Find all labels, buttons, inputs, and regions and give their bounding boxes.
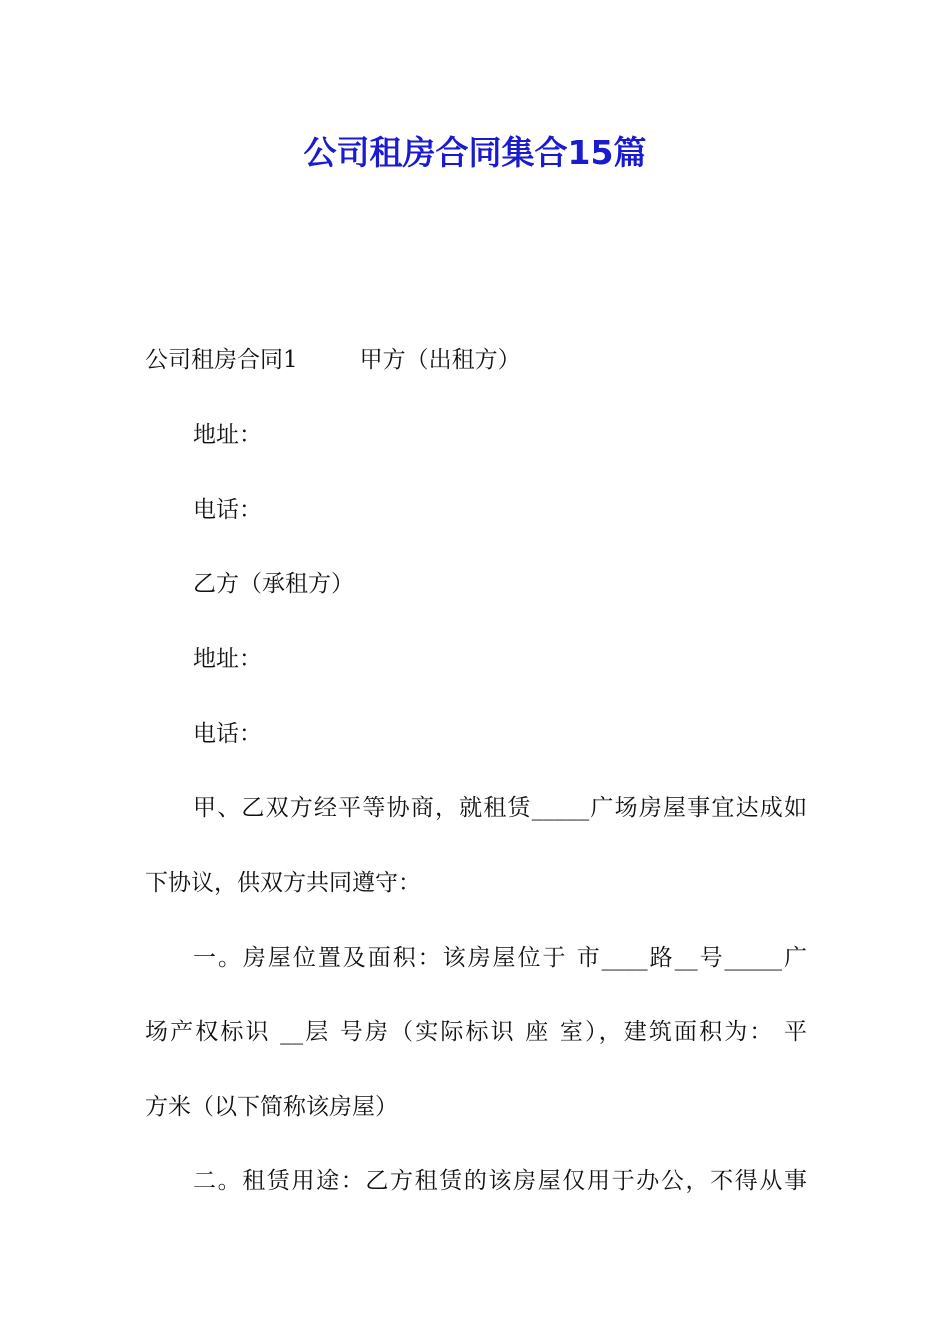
agreement-paragraph-line-1: 甲、乙双方经平等协商，就租赁_____广场房屋事宜达成如 xyxy=(193,795,807,821)
clause-1-line-3: 方米（以下简称该房屋） xyxy=(145,1094,398,1120)
party-a-address: 地址： xyxy=(193,422,262,448)
contract-heading-line xyxy=(145,340,807,380)
contract-heading: 公司租房合同1 xyxy=(145,347,298,373)
clause-1-line-2: 场产权标识 __层 号房（实际标识 座 室），建筑面积为： 平 xyxy=(145,1019,807,1045)
agreement-paragraph-line-2: 下协议，供双方共同遵守： xyxy=(145,870,421,896)
clause-1-line-1: 一。房屋位置及面积：该房屋位于 市____路__号_____广 xyxy=(193,945,807,971)
clause-2-line-1: 二。租赁用途：乙方租赁的该房屋仅用于办公，不得从事 xyxy=(193,1168,807,1194)
party-a-phone: 电话： xyxy=(193,497,262,523)
party-a-label: 甲方（出租方） xyxy=(359,347,521,373)
document-title: 公司租房合同集合15篇 xyxy=(303,133,647,172)
party-b-label: 乙方（承租方） xyxy=(193,571,354,597)
party-b-phone: 电话： xyxy=(193,721,262,747)
party-b-address: 地址： xyxy=(193,646,262,672)
